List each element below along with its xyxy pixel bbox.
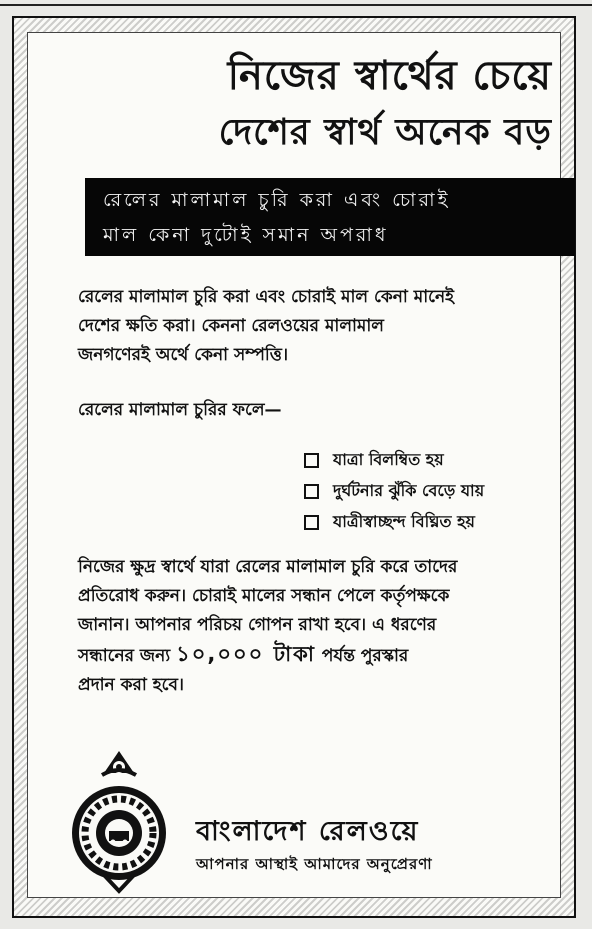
list-item (304, 445, 566, 476)
banner-line-1: রেলের মালামাল চুরি করা এবং চোরাই (103, 189, 451, 211)
headline (92, 48, 552, 160)
banner-line-2: মাল কেনা দুটোই সমান অপরাধ (103, 224, 389, 246)
paragraph-2-line: জানান। আপনার পরিচয় গোপন রাখা হবে। এ ধরণের (78, 615, 437, 635)
list-item-label: দুর্ঘটনার ঝুঁকি বেড়ে যায় (333, 481, 485, 500)
railway-emblem-icon (64, 745, 174, 895)
paragraph-1-line: দেশের ক্ষতি করা। কেননা রেলওয়ের মালামাল (78, 316, 384, 336)
top-rule (0, 4, 592, 6)
checkbox-icon (304, 515, 319, 530)
consequences-list (304, 445, 566, 538)
list-item (304, 507, 566, 538)
list-item-label: যাত্রীস্বাচ্ছন্দ বিঘ্নিত হয় (333, 512, 475, 531)
reward-amount: ১০,০০০ টাকা (176, 642, 316, 666)
warning-banner (85, 178, 575, 256)
paragraph-2-line (78, 640, 556, 671)
headline-line-2: দেশের স্বার্থ অনেক বড় (218, 111, 552, 153)
list-item (304, 476, 566, 507)
checkbox-icon (304, 484, 319, 499)
paragraph-2 (78, 553, 556, 700)
organization-name: বাংলাদেশ রেলওয়ে (196, 816, 420, 847)
paragraph-2-line: প্রতিরোধ করুন। চোরাই মালের সন্ধান পেলে কর্তৃপক্ষকে (78, 586, 450, 606)
reward-suffix: পর্যন্ত পুরস্কার (321, 646, 409, 666)
footer-signature (196, 813, 566, 877)
list-item-label: যাত্রা বিলম্বিত হয় (333, 450, 444, 469)
organization-tagline: আপনার আস্থাই আমাদের অনুপ্রেরণা (196, 855, 433, 873)
paragraph-1-line: জনগণেরই অর্থে কেনা সম্পত্তি। (78, 345, 289, 365)
paragraph-1-line: রেলের মালামাল চুরি করা এবং চোরাই মাল কেনা মানেই (78, 287, 454, 307)
consequences-title: রেলের মালামাল চুরির ফলে— (78, 400, 282, 420)
headline-line-1: নিজের স্বার্থের চেয়ে (227, 52, 552, 99)
checkbox-icon (304, 453, 319, 468)
reward-prefix: সন্ধানের জন্য (78, 646, 171, 666)
paragraph-2-line: প্রদান করা হবে। (78, 675, 185, 695)
paragraph-2-line: নিজের ক্ষুদ্র স্বার্থে যারা রেলের মালামাল চুরি করে তাদের (78, 557, 458, 577)
paragraph-1 (78, 283, 556, 370)
